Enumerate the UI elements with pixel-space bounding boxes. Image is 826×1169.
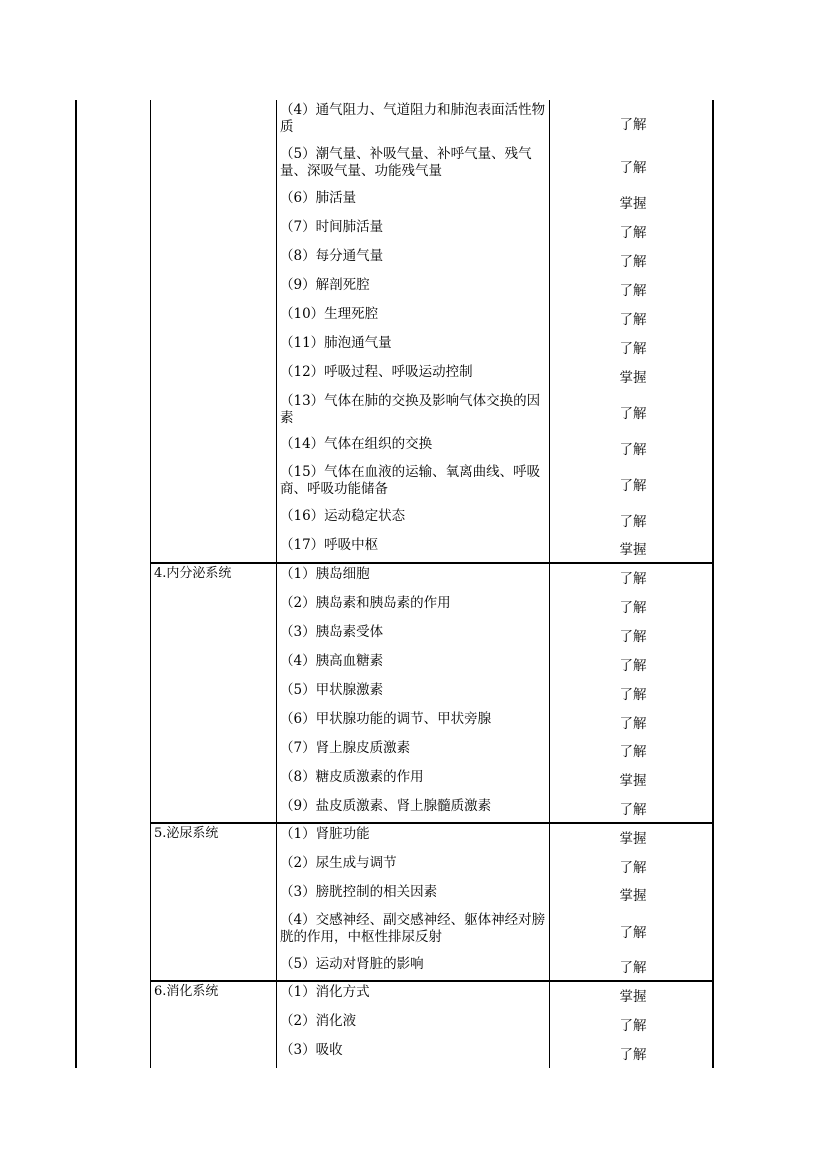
mastery-level: 了解 <box>619 802 647 818</box>
mastery-level: 了解 <box>619 1018 647 1034</box>
mastery-level: 了解 <box>619 571 647 587</box>
mastery-level: 了解 <box>619 117 647 133</box>
mastery-level: 了解 <box>619 629 647 645</box>
category-column-divider <box>150 100 151 1068</box>
mastery-level: 掌握 <box>619 888 647 904</box>
outline-item: （5）甲状腺激素 <box>280 682 384 698</box>
outline-item: （3）膀胱控制的相关因素 <box>280 884 438 900</box>
mastery-level: 了解 <box>619 160 647 176</box>
outline-item: （2）尿生成与调节 <box>280 855 397 871</box>
outline-item: （10）生理死腔 <box>280 306 379 322</box>
section-divider <box>150 562 714 564</box>
outline-item: （12）呼吸过程、呼吸运动控制 <box>280 364 473 380</box>
mastery-level: 了解 <box>619 925 647 941</box>
outline-item: （15）气体在血液的运输、氧离曲线、呼吸商、呼吸功能储备 <box>280 464 541 497</box>
mastery-level: 掌握 <box>619 196 647 212</box>
table-left-border <box>75 100 77 1068</box>
mastery-level: 了解 <box>619 478 647 494</box>
outline-item: （7）肾上腺皮质激素 <box>280 740 411 756</box>
mastery-level: 了解 <box>619 254 647 270</box>
outline-item: （6）肺活量 <box>280 190 357 206</box>
outline-item: （7）时间肺活量 <box>280 219 384 235</box>
mastery-level: 了解 <box>619 442 647 458</box>
outline-item: （8）每分通气量 <box>280 248 384 264</box>
outline-item: （1）消化方式 <box>280 984 370 1000</box>
outline-item: （14）气体在组织的交换 <box>280 436 433 452</box>
mastery-level: 掌握 <box>619 542 647 558</box>
outline-item: （9）解剖死腔 <box>280 277 370 293</box>
outline-item: （16）运动稳定状态 <box>280 508 406 524</box>
outline-item: （1）肾脏功能 <box>280 826 370 842</box>
mastery-level: 了解 <box>619 960 647 976</box>
outline-item: （11）肺泡通气量 <box>280 335 392 351</box>
mastery-level: 了解 <box>619 312 647 328</box>
outline-item: （8）糖皮质激素的作用 <box>280 769 424 785</box>
outline-item: （9）盐皮质激素、肾上腺髓质激素 <box>280 798 492 814</box>
outline-item: （4）交感神经、副交感神经、躯体神经对膀胱的作用，中枢性排尿反射 <box>280 912 546 945</box>
outline-item: （2）消化液 <box>280 1013 357 1029</box>
mastery-level: 了解 <box>619 225 647 241</box>
mastery-level: 了解 <box>619 716 647 732</box>
outline-item: （4）通气阻力、气道阻力和肺泡表面活性物质 <box>280 102 546 135</box>
mastery-level: 掌握 <box>619 989 647 1005</box>
mastery-level: 了解 <box>619 1047 647 1063</box>
mastery-level: 了解 <box>619 860 647 876</box>
section-category: 4.内分泌系统 <box>154 566 232 581</box>
mastery-level: 了解 <box>619 341 647 357</box>
outline-item: （3）胰岛素受体 <box>280 624 384 640</box>
mastery-level: 了解 <box>619 744 647 760</box>
mastery-level: 掌握 <box>619 831 647 847</box>
section-divider <box>150 822 714 824</box>
mastery-level: 了解 <box>619 600 647 616</box>
mastery-level: 了解 <box>619 283 647 299</box>
mastery-level: 掌握 <box>619 773 647 789</box>
mastery-level: 了解 <box>619 514 647 530</box>
section-category: 5.泌尿系统 <box>154 826 219 841</box>
mastery-level: 了解 <box>619 406 647 422</box>
mastery-level: 掌握 <box>619 370 647 386</box>
outline-item: （17）呼吸中枢 <box>280 537 379 553</box>
section-category: 6.消化系统 <box>154 984 219 999</box>
mastery-level: 了解 <box>619 658 647 674</box>
outline-item: （5）潮气量、补吸气量、补呼气量、残气量、深吸气量、功能残气量 <box>280 146 532 179</box>
outline-item: （6）甲状腺功能的调节、甲状旁腺 <box>280 711 492 727</box>
outline-item: （1）胰岛细胞 <box>280 566 370 582</box>
outline-item: （13）气体在肺的交换及影响气体交换的因素 <box>280 393 541 426</box>
outline-item: （5）运动对肾脏的影响 <box>280 956 424 972</box>
mastery-level: 了解 <box>619 687 647 703</box>
outline-item: （3）吸收 <box>280 1042 343 1058</box>
section-divider <box>150 980 714 982</box>
outline-item: （2）胰岛素和胰岛素的作用 <box>280 595 451 611</box>
item-column-divider <box>276 100 277 1068</box>
outline-item: （4）胰高血糖素 <box>280 653 384 669</box>
